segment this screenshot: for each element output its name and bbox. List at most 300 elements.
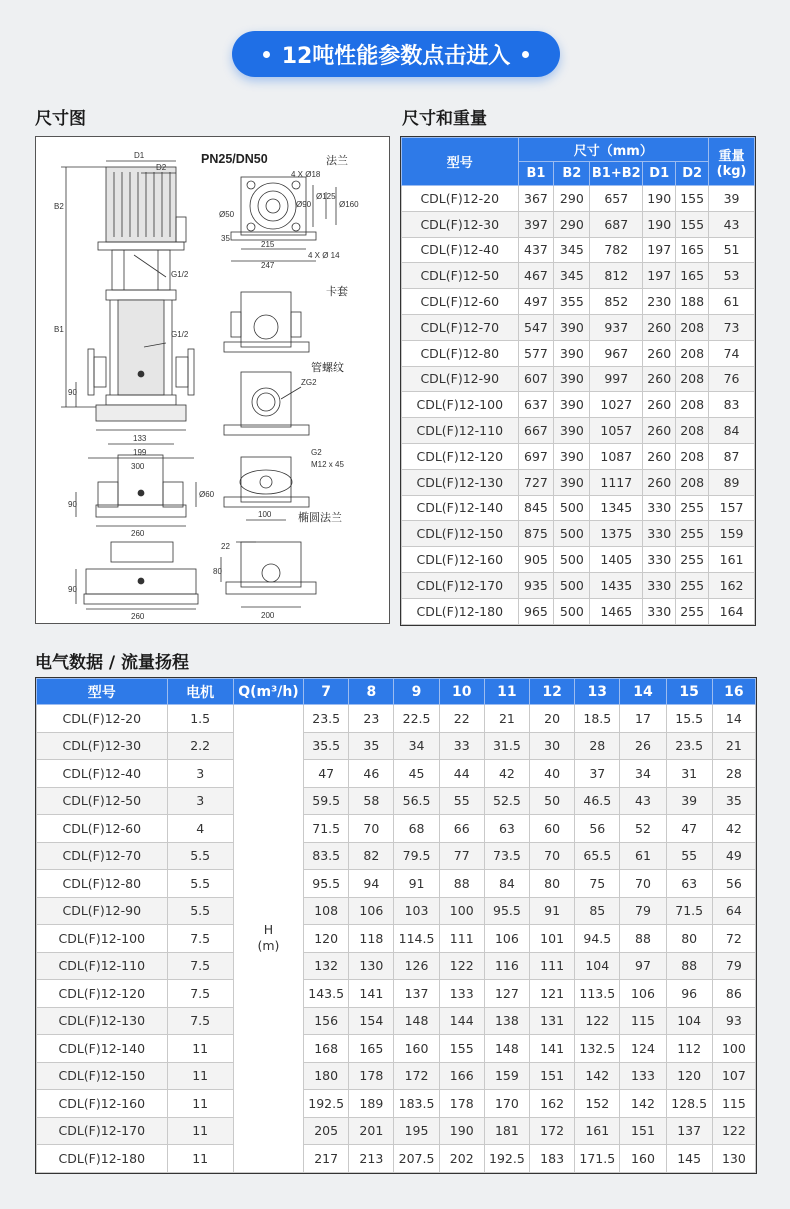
model-cell: CDL(F)12-50 <box>402 263 519 289</box>
head-value-cell: 128.5 <box>666 1090 712 1118</box>
dim-199: 199 <box>133 448 147 457</box>
head-value-cell: 156 <box>304 1007 349 1035</box>
head-value-cell: 95.5 <box>304 870 349 898</box>
value-cell: 157 <box>709 495 755 521</box>
head-value-cell: 79 <box>712 952 755 980</box>
banner-title: 12吨性能参数点击进入 <box>281 43 511 69</box>
head-value-cell: 42 <box>484 760 529 788</box>
table-row <box>37 705 756 733</box>
dim-215: 215 <box>261 240 275 249</box>
motor-cell: 5.5 <box>167 870 233 898</box>
head-value-cell: 213 <box>349 1145 394 1173</box>
model-cell: CDL(F)12-150 <box>402 521 519 547</box>
value-cell: 345 <box>554 237 590 263</box>
table-row <box>402 443 755 469</box>
table-row <box>402 598 755 624</box>
head-value-cell: 91 <box>394 870 439 898</box>
head-value-cell: 46.5 <box>575 787 620 815</box>
dim-g2: G2 <box>311 448 322 457</box>
head-value-cell: 142 <box>575 1062 620 1090</box>
head-value-cell: 141 <box>349 980 394 1008</box>
value-cell: 208 <box>676 366 709 392</box>
model-cell: CDL(F)12-100 <box>402 392 519 418</box>
model-cell: CDL(F)12-70 <box>37 842 168 870</box>
head-value-cell: 121 <box>530 980 575 1008</box>
head-value-cell: 64 <box>712 897 755 925</box>
dim-o60: Ø60 <box>199 490 215 499</box>
header-flow-8: 8 <box>349 679 394 705</box>
dim-o50: Ø50 <box>219 210 235 219</box>
head-value-cell: 79.5 <box>394 842 439 870</box>
head-value-cell: 15.5 <box>666 705 712 733</box>
head-value-cell: 131 <box>530 1007 575 1035</box>
head-value-cell: 202 <box>439 1145 484 1173</box>
table-row <box>402 340 755 366</box>
flow-head-table <box>35 677 757 1174</box>
head-value-cell: 34 <box>394 732 439 760</box>
value-cell: 390 <box>554 392 590 418</box>
dim-100: 100 <box>258 510 272 519</box>
head-value-cell: 35 <box>349 732 394 760</box>
value-cell: 76 <box>709 366 755 392</box>
head-value-cell: 108 <box>304 897 349 925</box>
table-row <box>402 469 755 495</box>
dim-22: 22 <box>221 542 230 551</box>
value-cell: 290 <box>554 186 590 212</box>
header-weight-line1: 重量 <box>718 148 745 164</box>
motor-cell: 5.5 <box>167 842 233 870</box>
dim-o160: Ø160 <box>339 200 359 209</box>
head-value-cell: 159 <box>484 1062 529 1090</box>
bullet-icon <box>522 51 529 58</box>
header-col-d1: D1 <box>643 162 676 186</box>
head-value-cell: 70 <box>530 842 575 870</box>
table-row <box>37 925 756 953</box>
dim-b1: B1 <box>54 325 64 334</box>
table-row <box>37 952 756 980</box>
dim-o125: Ø125 <box>316 192 336 201</box>
value-cell: 812 <box>590 263 643 289</box>
head-value-cell: 143.5 <box>304 980 349 1008</box>
head-value-cell: 42 <box>712 815 755 843</box>
head-value-cell: 205 <box>304 1117 349 1145</box>
header-col-b1: B1 <box>518 162 554 186</box>
head-value-cell: 168 <box>304 1035 349 1063</box>
value-cell: 1465 <box>590 598 643 624</box>
value-cell: 188 <box>676 289 709 315</box>
dim-d1: D1 <box>134 151 145 160</box>
dim-90-a: 90 <box>68 388 77 397</box>
value-cell: 1345 <box>590 495 643 521</box>
head-value-cell: 18.5 <box>575 705 620 733</box>
value-cell: 159 <box>709 521 755 547</box>
value-cell: 637 <box>518 392 554 418</box>
head-value-cell: 47 <box>666 815 712 843</box>
table-row <box>37 842 756 870</box>
head-value-cell: 88 <box>439 870 484 898</box>
head-value-cell: 35.5 <box>304 732 349 760</box>
value-cell: 500 <box>554 598 590 624</box>
dim-m12x45: M12 x 45 <box>311 460 344 469</box>
value-cell: 43 <box>709 211 755 237</box>
value-cell: 782 <box>590 237 643 263</box>
head-value-cell: 97 <box>620 952 666 980</box>
value-cell: 500 <box>554 495 590 521</box>
section-title-electrical: 电气数据 / 流量扬程 <box>35 653 190 673</box>
head-value-cell: 126 <box>394 952 439 980</box>
head-value-cell: 133 <box>439 980 484 1008</box>
head-value-cell: 73.5 <box>484 842 529 870</box>
model-cell: CDL(F)12-70 <box>402 314 519 340</box>
header-col-b1-plus-b2: B1+B2 <box>590 162 643 186</box>
value-cell: 467 <box>518 263 554 289</box>
motor-cell: 2.2 <box>167 732 233 760</box>
header-flow-10: 10 <box>439 679 484 705</box>
value-cell: 208 <box>676 314 709 340</box>
performance-banner-button[interactable] <box>232 31 560 77</box>
value-cell: 845 <box>518 495 554 521</box>
value-cell: 875 <box>518 521 554 547</box>
value-cell: 260 <box>643 366 676 392</box>
head-value-cell: 84 <box>484 870 529 898</box>
head-value-cell: 58 <box>349 787 394 815</box>
value-cell: 197 <box>643 263 676 289</box>
head-value-cell: 91 <box>530 897 575 925</box>
header-flow-12: 12 <box>530 679 575 705</box>
section-title-dimension-drawing: 尺寸图 <box>35 109 86 129</box>
value-cell: 727 <box>518 469 554 495</box>
head-value-cell: 152 <box>575 1090 620 1118</box>
head-value-cell: 192.5 <box>484 1145 529 1173</box>
head-value-cell: 132.5 <box>575 1035 620 1063</box>
head-value-cell: 80 <box>666 925 712 953</box>
table-row <box>37 1007 756 1035</box>
value-cell: 500 <box>554 521 590 547</box>
value-cell: 53 <box>709 263 755 289</box>
head-value-cell: 43 <box>620 787 666 815</box>
header-flow: Q(m³/h) <box>233 679 303 705</box>
head-value-cell: 50 <box>530 787 575 815</box>
head-value-cell: 112 <box>666 1035 712 1063</box>
table-row <box>37 1035 756 1063</box>
header-flow-15: 15 <box>666 679 712 705</box>
value-cell: 260 <box>643 418 676 444</box>
value-cell: 905 <box>518 547 554 573</box>
head-value-cell: 21 <box>712 732 755 760</box>
value-cell: 197 <box>643 237 676 263</box>
table-row <box>37 1090 756 1118</box>
head-value-cell: 49 <box>712 842 755 870</box>
head-value-cell: 132 <box>304 952 349 980</box>
value-cell: 260 <box>643 469 676 495</box>
value-cell: 83 <box>709 392 755 418</box>
header-flow-9: 9 <box>394 679 439 705</box>
head-value-cell: 100 <box>439 897 484 925</box>
head-value-cell: 56 <box>712 870 755 898</box>
head-value-cell: 94 <box>349 870 394 898</box>
dim-200: 200 <box>261 611 275 620</box>
head-value-cell: 138 <box>484 1007 529 1035</box>
head-value-cell: 111 <box>530 952 575 980</box>
table-row <box>402 186 755 212</box>
head-value-cell: 20 <box>530 705 575 733</box>
value-cell: 260 <box>643 340 676 366</box>
head-value-cell: 183.5 <box>394 1090 439 1118</box>
dim-b2: B2 <box>54 202 64 211</box>
head-value-cell: 217 <box>304 1145 349 1173</box>
value-cell: 208 <box>676 392 709 418</box>
header-flow-7: 7 <box>304 679 349 705</box>
header-weight-line2: (kg) <box>716 163 747 179</box>
head-value-cell: 93 <box>712 1007 755 1035</box>
motor-cell: 11 <box>167 1090 233 1118</box>
motor-cell: 7.5 <box>167 1007 233 1035</box>
head-value-cell: 137 <box>394 980 439 1008</box>
value-cell: 230 <box>643 289 676 315</box>
head-value-cell: 166 <box>439 1062 484 1090</box>
value-cell: 255 <box>676 547 709 573</box>
head-value-cell: 155 <box>439 1035 484 1063</box>
head-value-cell: 160 <box>620 1145 666 1173</box>
head-value-cell: 106 <box>620 980 666 1008</box>
value-cell: 290 <box>554 211 590 237</box>
value-cell: 390 <box>554 418 590 444</box>
head-value-cell: 148 <box>484 1035 529 1063</box>
head-value-cell: 55 <box>439 787 484 815</box>
value-cell: 345 <box>554 263 590 289</box>
head-unit-suffix: (m) <box>257 938 280 954</box>
dim-g12-top: G1/2 <box>171 270 189 279</box>
header-model: 型号 <box>402 138 519 186</box>
dim-90-b: 90 <box>68 500 77 509</box>
value-cell: 260 <box>643 314 676 340</box>
header-flow-11: 11 <box>484 679 529 705</box>
head-value-cell: 22 <box>439 705 484 733</box>
head-value-cell: 96 <box>666 980 712 1008</box>
head-value-cell: 207.5 <box>394 1145 439 1173</box>
head-value-cell: 66 <box>439 815 484 843</box>
head-value-cell: 40 <box>530 760 575 788</box>
head-value-cell: 68 <box>394 815 439 843</box>
model-cell: CDL(F)12-150 <box>37 1062 168 1090</box>
dim-247: 247 <box>261 261 275 270</box>
head-value-cell: 113.5 <box>575 980 620 1008</box>
table-row <box>402 392 755 418</box>
head-value-cell: 172 <box>530 1117 575 1145</box>
dim-133: 133 <box>133 434 147 443</box>
model-cell: CDL(F)12-110 <box>37 952 168 980</box>
model-cell: CDL(F)12-90 <box>37 897 168 925</box>
model-cell: CDL(F)12-80 <box>402 340 519 366</box>
head-value-cell: 106 <box>484 925 529 953</box>
head-value-cell: 17 <box>620 705 666 733</box>
model-cell: CDL(F)12-50 <box>37 787 168 815</box>
head-value-cell: 52 <box>620 815 666 843</box>
value-cell: 397 <box>518 211 554 237</box>
head-value-cell: 88 <box>620 925 666 953</box>
head-value-cell: 83.5 <box>304 842 349 870</box>
head-value-cell: 111 <box>439 925 484 953</box>
head-value-cell: 181 <box>484 1117 529 1145</box>
model-cell: CDL(F)12-160 <box>37 1090 168 1118</box>
head-value-cell: 101 <box>530 925 575 953</box>
motor-cell: 7.5 <box>167 952 233 980</box>
head-value-cell: 70 <box>620 870 666 898</box>
value-cell: 330 <box>643 547 676 573</box>
head-value-cell: 80 <box>530 870 575 898</box>
value-cell: 162 <box>709 572 755 598</box>
head-value-cell: 106 <box>349 897 394 925</box>
head-value-cell: 195 <box>394 1117 439 1145</box>
head-unit-label: H <box>263 922 274 937</box>
table-row <box>37 897 756 925</box>
value-cell: 87 <box>709 443 755 469</box>
dim-260-a: 260 <box>131 529 145 538</box>
value-cell: 330 <box>643 521 676 547</box>
head-value-cell: 47 <box>304 760 349 788</box>
head-value-cell: 151 <box>620 1117 666 1145</box>
header-weight <box>709 138 755 186</box>
value-cell: 500 <box>554 547 590 573</box>
table-row <box>37 870 756 898</box>
motor-cell: 1.5 <box>167 705 233 733</box>
model-cell: CDL(F)12-180 <box>402 598 519 624</box>
value-cell: 255 <box>676 598 709 624</box>
header-model: 型号 <box>37 679 168 705</box>
header-flow-16: 16 <box>712 679 755 705</box>
value-cell: 937 <box>590 314 643 340</box>
dim-35: 35 <box>221 234 230 243</box>
head-value-cell: 100 <box>712 1035 755 1063</box>
head-value-cell: 154 <box>349 1007 394 1035</box>
head-value-cell: 95.5 <box>484 897 529 925</box>
head-value-cell: 151 <box>530 1062 575 1090</box>
head-value-cell: 122 <box>439 952 484 980</box>
head-value-cell: 23.5 <box>304 705 349 733</box>
table-row <box>402 289 755 315</box>
label-thread: 管螺纹 <box>311 362 344 374</box>
value-cell: 497 <box>518 289 554 315</box>
head-value-cell: 31.5 <box>484 732 529 760</box>
head-value-cell: 141 <box>530 1035 575 1063</box>
value-cell: 367 <box>518 186 554 212</box>
model-cell: CDL(F)12-140 <box>402 495 519 521</box>
value-cell: 500 <box>554 572 590 598</box>
value-cell: 73 <box>709 314 755 340</box>
head-value-cell: 172 <box>394 1062 439 1090</box>
model-cell: CDL(F)12-90 <box>402 366 519 392</box>
motor-cell: 3 <box>167 787 233 815</box>
table-row <box>402 495 755 521</box>
head-value-cell: 120 <box>666 1062 712 1090</box>
head-value-cell: 56.5 <box>394 787 439 815</box>
value-cell: 84 <box>709 418 755 444</box>
model-cell: CDL(F)12-80 <box>37 870 168 898</box>
table-row <box>37 980 756 1008</box>
header-flow-13: 13 <box>575 679 620 705</box>
motor-cell: 11 <box>167 1035 233 1063</box>
value-cell: 967 <box>590 340 643 366</box>
bullet-icon <box>263 51 270 58</box>
head-value-cell: 23 <box>349 705 394 733</box>
value-cell: 255 <box>676 495 709 521</box>
head-value-cell: 86 <box>712 980 755 1008</box>
head-value-cell: 145 <box>666 1145 712 1173</box>
head-value-cell: 190 <box>439 1117 484 1145</box>
dim-4x18: 4 X Ø18 <box>291 170 321 179</box>
value-cell: 208 <box>676 469 709 495</box>
model-cell: CDL(F)12-180 <box>37 1145 168 1173</box>
value-cell: 190 <box>643 186 676 212</box>
value-cell: 547 <box>518 314 554 340</box>
head-value-cell: 71.5 <box>304 815 349 843</box>
model-cell: CDL(F)12-30 <box>402 211 519 237</box>
value-cell: 657 <box>590 186 643 212</box>
value-cell: 390 <box>554 314 590 340</box>
head-value-cell: 103 <box>394 897 439 925</box>
value-cell: 1117 <box>590 469 643 495</box>
head-value-cell: 23.5 <box>666 732 712 760</box>
model-cell: CDL(F)12-100 <box>37 925 168 953</box>
value-cell: 852 <box>590 289 643 315</box>
head-value-cell: 178 <box>349 1062 394 1090</box>
head-value-cell: 14 <box>712 705 755 733</box>
head-value-cell: 114.5 <box>394 925 439 953</box>
model-cell: CDL(F)12-170 <box>402 572 519 598</box>
head-value-cell: 39 <box>666 787 712 815</box>
motor-cell: 7.5 <box>167 980 233 1008</box>
motor-cell: 3 <box>167 760 233 788</box>
model-cell: CDL(F)12-20 <box>37 705 168 733</box>
head-value-cell: 144 <box>439 1007 484 1035</box>
head-value-cell: 165 <box>349 1035 394 1063</box>
head-value-cell: 28 <box>712 760 755 788</box>
dim-4x14: 4 X Ø 14 <box>308 251 340 260</box>
head-value-cell: 127 <box>484 980 529 1008</box>
value-cell: 667 <box>518 418 554 444</box>
head-value-cell: 63 <box>666 870 712 898</box>
table-row <box>402 547 755 573</box>
value-cell: 1435 <box>590 572 643 598</box>
value-cell: 255 <box>676 521 709 547</box>
table-row <box>37 1117 756 1145</box>
head-value-cell: 88 <box>666 952 712 980</box>
value-cell: 89 <box>709 469 755 495</box>
model-cell: CDL(F)12-30 <box>37 732 168 760</box>
table-row <box>37 815 756 843</box>
model-cell: CDL(F)12-120 <box>402 443 519 469</box>
dim-300: 300 <box>131 462 145 471</box>
head-value-cell: 148 <box>394 1007 439 1035</box>
model-cell: CDL(F)12-40 <box>37 760 168 788</box>
head-value-cell: 170 <box>484 1090 529 1118</box>
head-value-cell: 133 <box>620 1062 666 1090</box>
table-row <box>37 1062 756 1090</box>
table-row <box>37 760 756 788</box>
value-cell: 208 <box>676 340 709 366</box>
head-value-cell: 104 <box>666 1007 712 1035</box>
head-value-cell: 189 <box>349 1090 394 1118</box>
head-value-cell: 115 <box>712 1090 755 1118</box>
value-cell: 260 <box>643 443 676 469</box>
head-value-cell: 35 <box>712 787 755 815</box>
value-cell: 437 <box>518 237 554 263</box>
dim-d2: D2 <box>156 163 167 172</box>
value-cell: 51 <box>709 237 755 263</box>
head-value-cell: 55 <box>666 842 712 870</box>
table-row <box>402 572 755 598</box>
table-row <box>402 521 755 547</box>
